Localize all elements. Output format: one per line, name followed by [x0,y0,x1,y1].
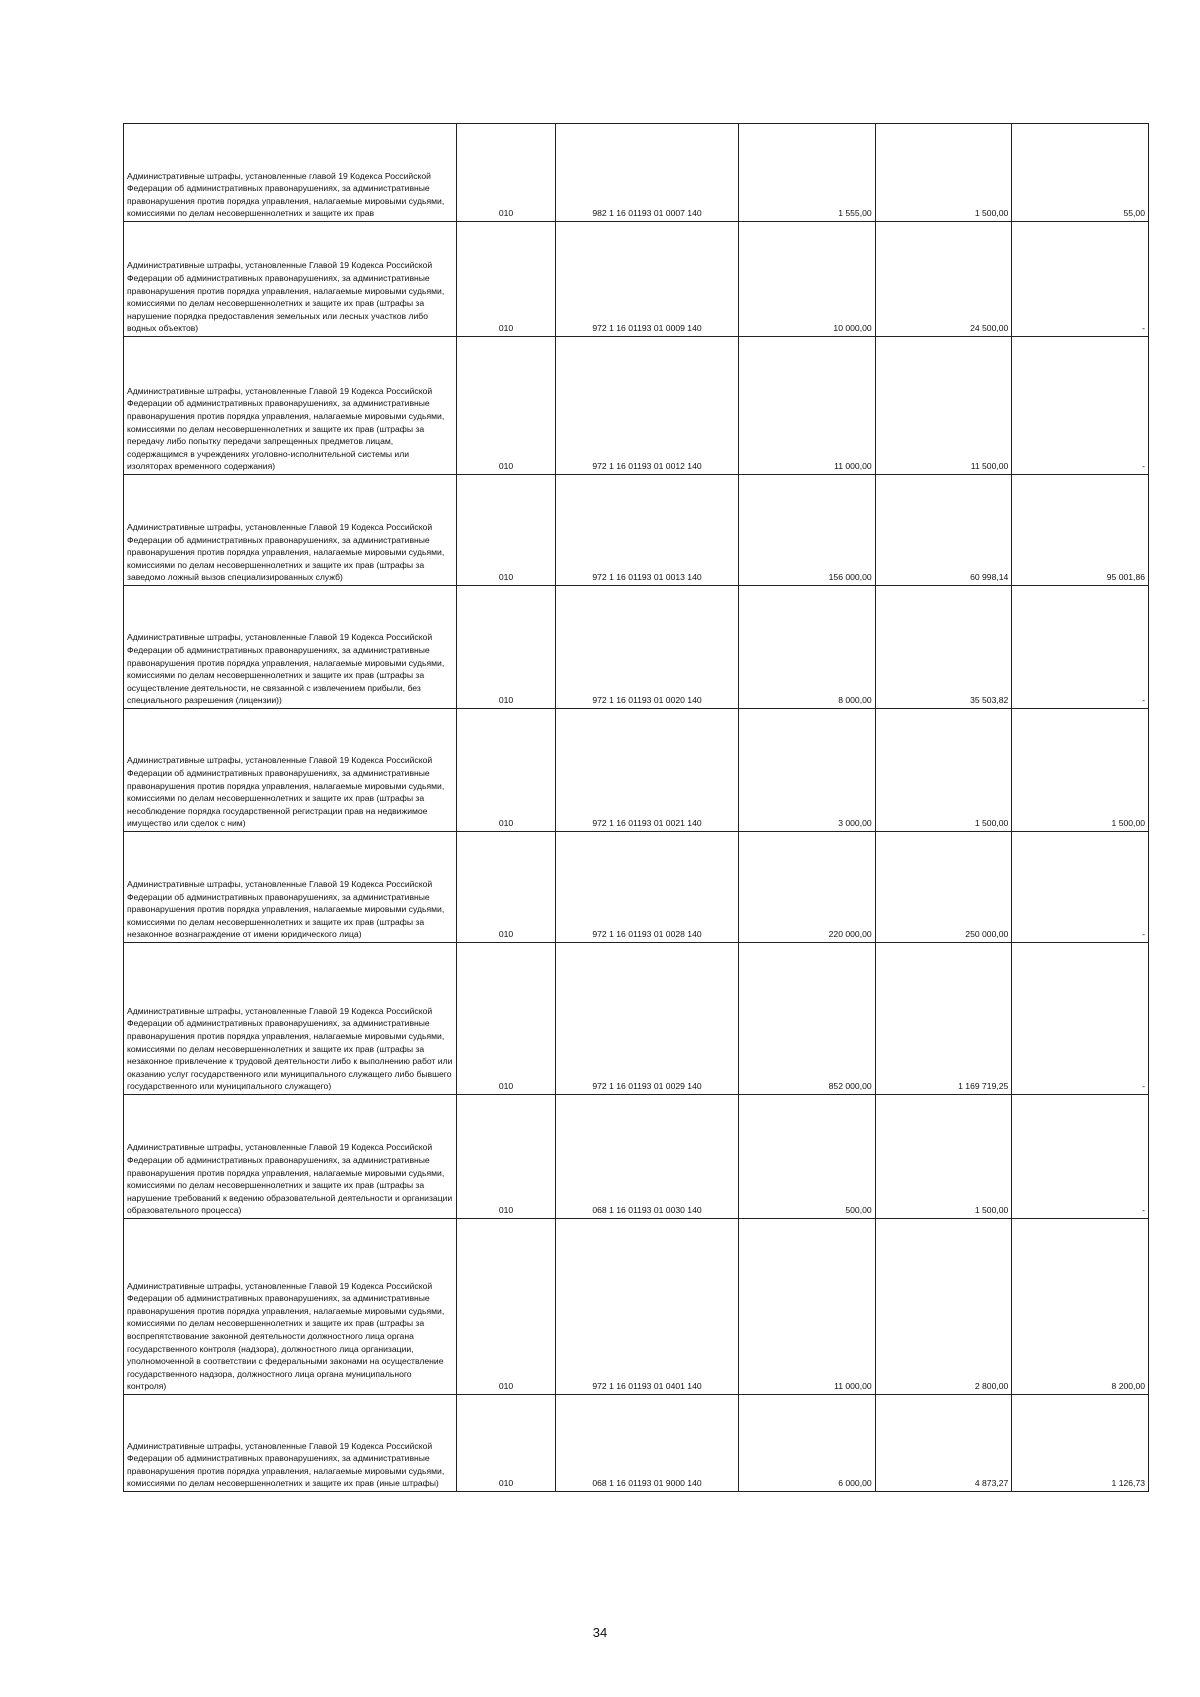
row-line-code-cell: 010 [457,337,556,475]
row-name-cell: Административные штрафы, установленные Главой 19 Кодекса Российской Федерации об административных правонарушениях, за административные правонарушения против порядка управления, налагаемые мировыми судьями, комиссиями по делам несовершеннолетних и защите их прав (штрафы за незаконное привлечение к трудовой деятельности либо к выполнению работ или оказанию услуг государственного или муниципального служащего либо бывшего государственного или муниципального служащего) [124,943,457,1095]
row-unexecuted-cell: - [1012,222,1149,337]
row-executed-cell: 4 873,27 [875,1395,1012,1492]
row-line-code-cell: 010 [457,124,556,222]
row-approved-cell: 1 555,00 [739,124,876,222]
row-budget-code-cell: 972 1 16 01193 01 0021 140 [556,709,739,832]
row-name-cell: Административные штрафы, установленные Главой 19 Кодекса Российской Федерации об административных правонарушениях, за административные правонарушения против порядка управления, налагаемые мировыми судьями, комиссиями по делам несовершеннолетних и защите их прав (штрафы за несоблюдение порядка государственной регистрации прав на недвижимое имущество или сделок с ним) [124,709,457,832]
table-row [124,709,1149,832]
row-name-cell: Административные штрафы, установленные Главой 19 Кодекса Российской Федерации об административных правонарушениях, за административные правонарушения против порядка управления, налагаемые мировыми судьями, комиссиями по делам несовершеннолетних и защите их прав (штрафы за воспрепятствование законной деятельности должностного лица органа государственного контроля (надзора), должностного лица организации, уполномоченной в соответствии с федеральными законами на осуществление государственного надзора, должностного лица органа муниципального контроля) [124,1219,457,1395]
row-line-code-cell: 010 [457,1219,556,1395]
row-unexecuted-cell: 55,00 [1012,124,1149,222]
row-executed-cell: 1 500,00 [875,1095,1012,1219]
row-approved-cell: 500,00 [739,1095,876,1219]
row-line-code-cell: 010 [457,586,556,709]
table-row [124,475,1149,586]
row-approved-cell: 10 000,00 [739,222,876,337]
row-name-cell: Административные штрафы, установленные Главой 19 Кодекса Российской Федерации об административных правонарушениях, за административные правонарушения против порядка управления, налагаемые мировыми судьями, комиссиями по делам несовершеннолетних и защите их прав (штрафы за заведомо ложный вызов специализированных служб) [124,475,457,586]
row-approved-cell: 6 000,00 [739,1395,876,1492]
row-budget-code-cell: 972 1 16 01193 01 0401 140 [556,1219,739,1395]
row-line-code-cell: 010 [457,832,556,943]
row-line-code-cell: 010 [457,943,556,1095]
row-name-cell: Административные штрафы, установленные Главой 19 Кодекса Российской Федерации об административных правонарушениях, за административные правонарушения против порядка управления, налагаемые мировыми судьями, комиссиями по делам несовершеннолетних и защите их прав (штрафы за передачу либо попытку передачи запрещенных предметов лицам, содержащимся в учреждениях уголовно-исполнительной системы или изоляторах временного содержания) [124,337,457,475]
row-executed-cell: 1 500,00 [875,124,1012,222]
row-executed-cell: 2 800,00 [875,1219,1012,1395]
row-executed-cell: 35 503,82 [875,586,1012,709]
row-approved-cell: 220 000,00 [739,832,876,943]
row-approved-cell: 156 000,00 [739,475,876,586]
row-executed-cell: 11 500,00 [875,337,1012,475]
row-name-cell: Административные штрафы, установленные Главой 19 Кодекса Российской Федерации об административных правонарушениях, за административные правонарушения против порядка управления, налагаемые мировыми судьями, комиссиями по делам несовершеннолетних и защите их прав (штрафы за нарушение порядка предоставления земельных или лесных участков либо водных объектов) [124,222,457,337]
row-budget-code-cell: 982 1 16 01193 01 0007 140 [556,124,739,222]
row-budget-code-cell: 972 1 16 01193 01 0012 140 [556,337,739,475]
row-name-cell: Административные штрафы, установленные главой 19 Кодекса Российской Федерации об административных правонарушениях, за административные правонарушения против порядка управления, налагаемые мировыми судьями, комиссиями по делам несовершеннолетних и защите их прав [124,124,457,222]
row-executed-cell: 24 500,00 [875,222,1012,337]
row-budget-code-cell: 972 1 16 01193 01 0020 140 [556,586,739,709]
row-unexecuted-cell: - [1012,337,1149,475]
table-row [124,586,1149,709]
table-row [124,832,1149,943]
table-row [124,124,1149,222]
row-approved-cell: 8 000,00 [739,586,876,709]
row-budget-code-cell: 972 1 16 01193 01 0013 140 [556,475,739,586]
table-row [124,1395,1149,1492]
row-unexecuted-cell: - [1012,943,1149,1095]
row-unexecuted-cell: 95 001,86 [1012,475,1149,586]
table-row [124,222,1149,337]
row-approved-cell: 3 000,00 [739,709,876,832]
row-line-code-cell: 010 [457,1095,556,1219]
row-name-cell: Административные штрафы, установленные Главой 19 Кодекса Российской Федерации об административных правонарушениях, за административные правонарушения против порядка управления, налагаемые мировыми судьями, комиссиями по делам несовершеннолетних и защите их прав (иные штрафы) [124,1395,457,1492]
row-unexecuted-cell: 1 500,00 [1012,709,1149,832]
row-budget-code-cell: 068 1 16 01193 01 0030 140 [556,1095,739,1219]
row-executed-cell: 250 000,00 [875,832,1012,943]
row-budget-code-cell: 068 1 16 01193 01 9000 140 [556,1395,739,1492]
row-line-code-cell: 010 [457,222,556,337]
row-unexecuted-cell: 1 126,73 [1012,1395,1149,1492]
row-approved-cell: 11 000,00 [739,1219,876,1395]
row-unexecuted-cell: - [1012,586,1149,709]
row-name-cell: Административные штрафы, установленные Главой 19 Кодекса Российской Федерации об административных правонарушениях, за административные правонарушения против порядка управления, налагаемые мировыми судьями, комиссиями по делам несовершеннолетних и защите их прав (штрафы за нарушение требований к ведению образовательной деятельности и организации образовательного процесса) [124,1095,457,1219]
table-row [124,943,1149,1095]
row-name-cell: Административные штрафы, установленные Главой 19 Кодекса Российской Федерации об административных правонарушениях, за административные правонарушения против порядка управления, налагаемые мировыми судьями, комиссиями по делам несовершеннолетних и защите их прав (штрафы за незаконное вознаграждение от имени юридического лица) [124,832,457,943]
row-budget-code-cell: 972 1 16 01193 01 0009 140 [556,222,739,337]
table-row [124,1219,1149,1395]
row-unexecuted-cell: - [1012,832,1149,943]
table-row [124,1095,1149,1219]
row-approved-cell: 11 000,00 [739,337,876,475]
row-line-code-cell: 010 [457,1395,556,1492]
row-unexecuted-cell: - [1012,1095,1149,1219]
row-name-cell: Административные штрафы, установленные Главой 19 Кодекса Российской Федерации об административных правонарушениях, за административные правонарушения против порядка управления, налагаемые мировыми судьями, комиссиями по делам несовершеннолетних и защите их прав (штрафы за осуществление деятельности, не связанной с извлечением прибыли, без специального разрешения (лицензии)) [124,586,457,709]
row-budget-code-cell: 972 1 16 01193 01 0029 140 [556,943,739,1095]
revenue-table [123,123,1149,1492]
row-line-code-cell: 010 [457,475,556,586]
table-body [124,124,1149,1492]
table-row [124,337,1149,475]
page-number: 34 [592,1625,608,1640]
row-budget-code-cell: 972 1 16 01193 01 0028 140 [556,832,739,943]
row-approved-cell: 852 000,00 [739,943,876,1095]
row-unexecuted-cell: 8 200,00 [1012,1219,1149,1395]
row-executed-cell: 1 500,00 [875,709,1012,832]
row-line-code-cell: 010 [457,709,556,832]
row-executed-cell: 1 169 719,25 [875,943,1012,1095]
row-executed-cell: 60 998,14 [875,475,1012,586]
